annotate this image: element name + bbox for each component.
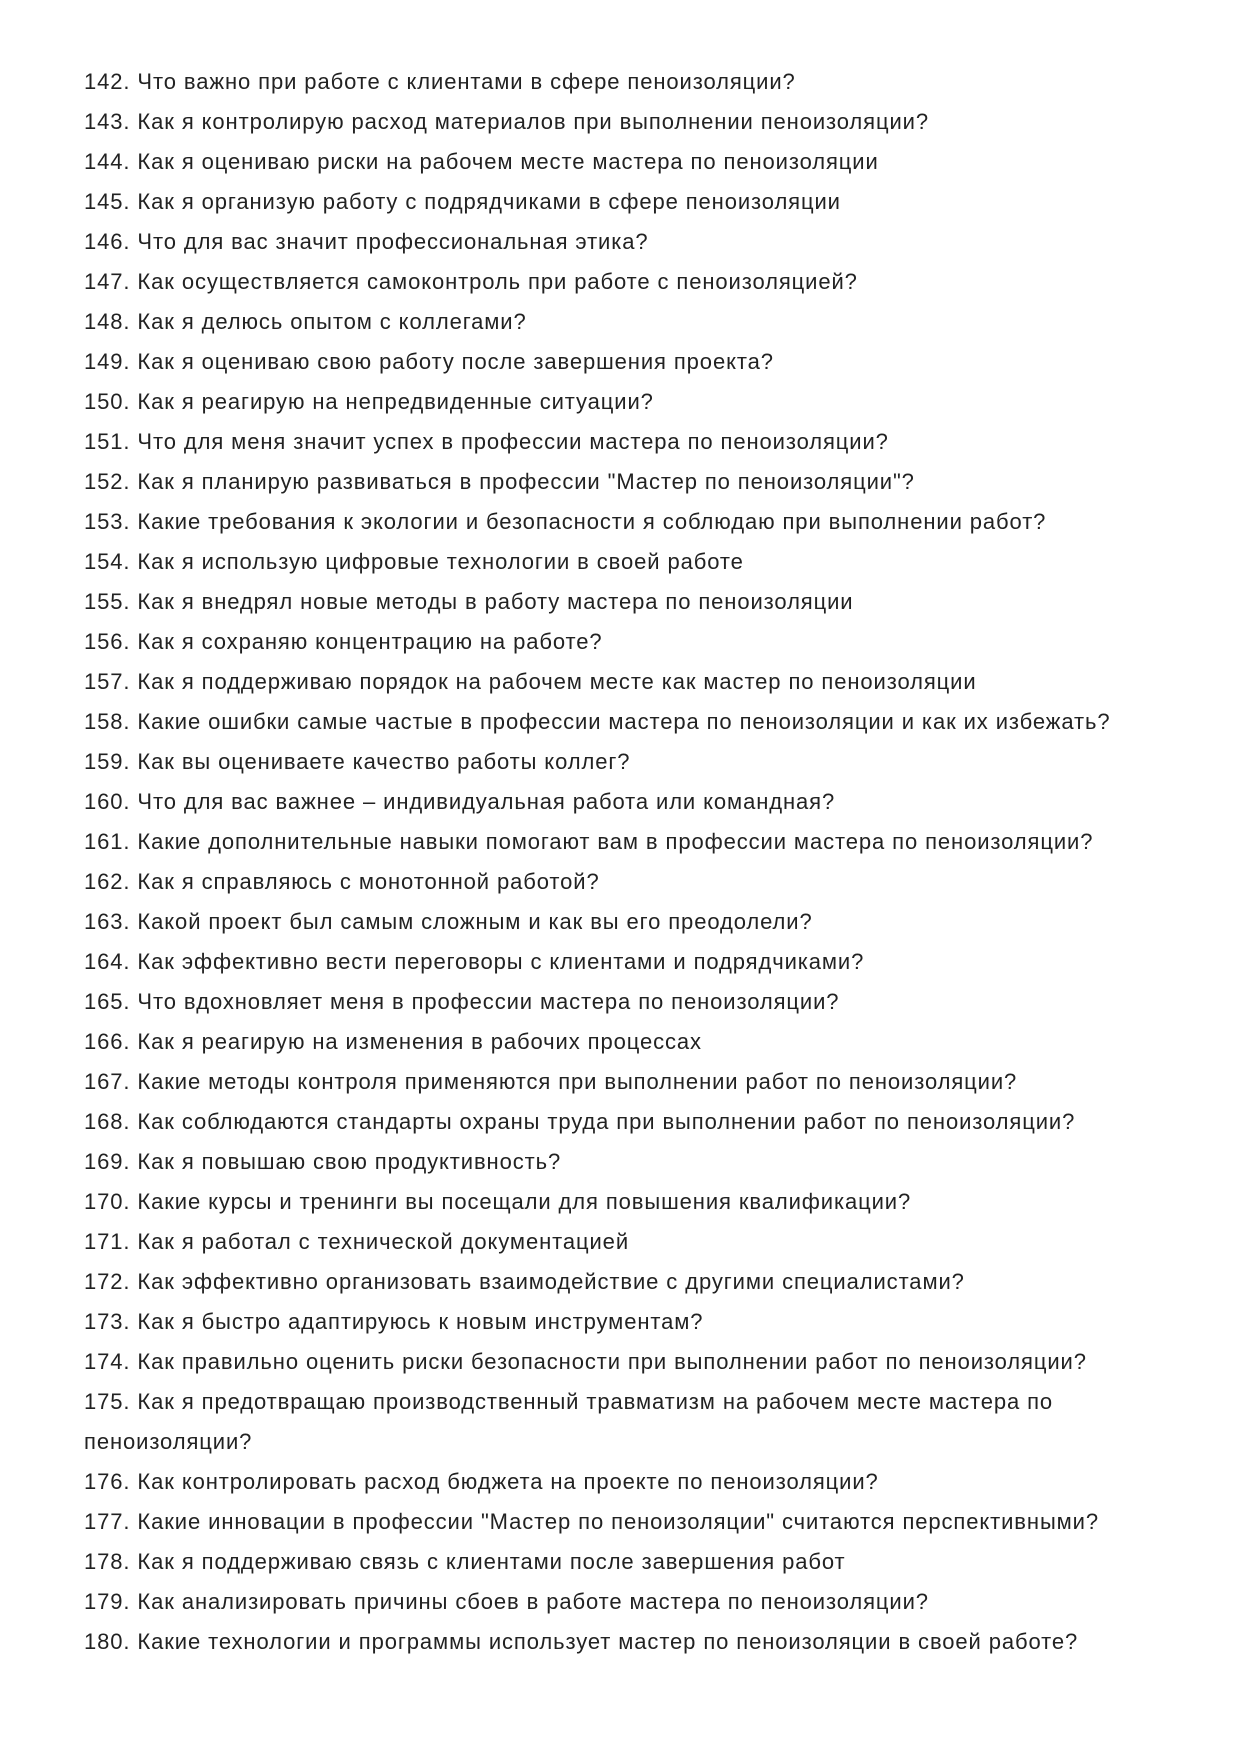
question-item: 149. Как я оцениваю свою работу после завершения проекта? — [84, 349, 774, 374]
question-item: 159. Как вы оцениваете качество работы коллег? — [84, 749, 631, 774]
question-item: 180. Какие технологии и программы использует мастер по пеноизоляции в своей работе? — [84, 1629, 1079, 1654]
question-item: 142. Что важно при работе с клиентами в сфере пеноизоляции? — [84, 69, 796, 94]
question-item: 156. Как я сохраняю концентрацию на работе? — [84, 629, 603, 654]
question-item: 179. Как анализировать причины сбоев в работе мастера по пеноизоляции? — [84, 1589, 929, 1614]
question-item: 177. Какие инновации в профессии "Мастер по пеноизоляции" считаются перспективными? — [84, 1509, 1100, 1534]
question-item: 175. Как я предотвращаю производственный травматизм на рабочем месте мастера по пеноизоляции? — [84, 1389, 1054, 1454]
question-item: 147. Как осуществляется самоконтроль при работе с пеноизоляцией? — [84, 269, 858, 294]
question-item: 157. Как я поддерживаю порядок на рабочем месте как мастер по пеноизоляции — [84, 669, 977, 694]
question-item: 150. Как я реагирую на непредвиденные ситуации? — [84, 389, 654, 414]
question-item: 176. Как контролировать расход бюджета на проекте по пеноизоляции? — [84, 1469, 879, 1494]
question-item: 162. Как я справляюсь с монотонной работой? — [84, 869, 600, 894]
question-item: 158. Какие ошибки самые частые в профессии мастера по пеноизоляции и как их избежать? — [84, 709, 1111, 734]
question-item: 170. Какие курсы и тренинги вы посещали для повышения квалификации? — [84, 1189, 912, 1214]
question-item: 166. Как я реагирую на изменения в рабочих процессах — [84, 1029, 702, 1054]
question-item: 164. Как эффективно вести переговоры с клиентами и подрядчиками? — [84, 949, 865, 974]
question-item: 153. Какие требования к экологии и безопасности я соблюдаю при выполнении работ? — [84, 509, 1047, 534]
question-item: 161. Какие дополнительные навыки помогают вам в профессии мастера по пеноизоляции? — [84, 829, 1094, 854]
question-item: 151. Что для меня значит успех в профессии мастера по пеноизоляции? — [84, 429, 889, 454]
question-item: 178. Как я поддерживаю связь с клиентами после завершения работ — [84, 1549, 846, 1574]
question-list — [84, 62, 1184, 1662]
question-item: 163. Какой проект был самым сложным и как вы его преодолели? — [84, 909, 813, 934]
question-item: 172. Как эффективно организовать взаимодействие с другими специалистами? — [84, 1269, 965, 1294]
question-item: 143. Как я контролирую расход материалов при выполнении пеноизоляции? — [84, 109, 929, 134]
question-item: 148. Как я делюсь опытом с коллегами? — [84, 309, 527, 334]
question-item: 145. Как я организую работу с подрядчиками в сфере пеноизоляции — [84, 189, 841, 214]
question-item: 174. Как правильно оценить риски безопасности при выполнении работ по пеноизоляции? — [84, 1349, 1087, 1374]
question-item: 173. Как я быстро адаптируюсь к новым инструментам? — [84, 1309, 704, 1334]
question-item: 146. Что для вас значит профессиональная этика? — [84, 229, 649, 254]
question-item: 165. Что вдохновляет меня в профессии мастера по пеноизоляции? — [84, 989, 840, 1014]
question-item: 160. Что для вас важнее – индивидуальная работа или командная? — [84, 789, 836, 814]
question-item: 169. Как я повышаю свою продуктивность? — [84, 1149, 562, 1174]
question-item: 171. Как я работал с технической документацией — [84, 1229, 630, 1254]
question-item: 144. Как я оцениваю риски на рабочем месте мастера по пеноизоляции — [84, 149, 879, 174]
question-item: 168. Как соблюдаются стандарты охраны труда при выполнении работ по пеноизоляции? — [84, 1109, 1076, 1134]
question-item: 152. Как я планирую развиваться в профессии "Мастер по пеноизоляции"? — [84, 469, 915, 494]
question-item: 154. Как я использую цифровые технологии в своей работе — [84, 549, 744, 574]
question-item: 167. Какие методы контроля применяются при выполнении работ по пеноизоляции? — [84, 1069, 1018, 1094]
question-item: 155. Как я внедрял новые методы в работу мастера по пеноизоляции — [84, 589, 854, 614]
